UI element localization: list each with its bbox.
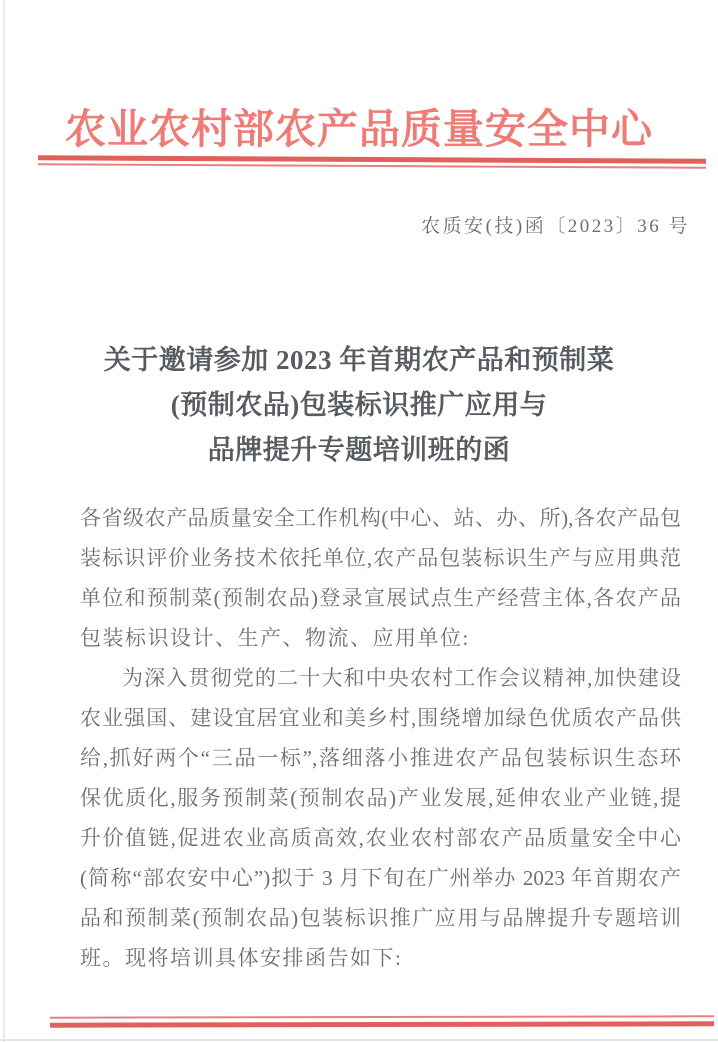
letter-title-line-1: 关于邀请参加 2023 年首期农产品和预制菜 [103, 345, 615, 375]
letterhead-agency-name: 农业农村部农产品质量安全中心 [65, 106, 653, 152]
salutation-line: 单位和预制菜(预制农品)登录宣展试点生产经营主体,各农产品 [80, 586, 681, 610]
body-line: 给,抓好两个“三品一标”,落细落小推进农产品包装标识生态环 [80, 746, 681, 770]
body-line: 为深入贯彻党的二十大和中央农村工作会议精神,加快建设 [122, 666, 681, 690]
body-line: 农业强国、建设宜居宜业和美乡村,围绕增加绿色优质农产品供 [80, 706, 681, 730]
body-line: 班。现将培训具体安排函告如下: [80, 946, 403, 970]
body-line: 品和预制菜(预制农品)包装标识推广应用与品牌提升专题培训 [80, 906, 681, 930]
rule-thick-line [50, 1021, 714, 1027]
body-line: (简称“部农安中心”)拟于 3 月下旬在广州举办 2023 年首期农产 [80, 866, 681, 890]
salutation-line: 包装标识设计、生产、物流、应用单位: [80, 626, 470, 650]
footer-double-rule [50, 1015, 714, 1027]
letter-title-line-3: 品牌提升专题培训班的函 [207, 435, 511, 465]
letter-body [80, 498, 681, 978]
letter-title [0, 338, 718, 473]
salutation-line: 各省级农产品质量安全工作机构(中心、站、办、所),各农产品包 [80, 506, 681, 530]
scan-bottom-edge [0, 1039, 718, 1041]
letterhead-double-rule [38, 155, 706, 168]
document-reference-number: 农质安(技)函〔2023〕36 号 [421, 216, 690, 237]
body-line: 升价值链,促进农业高质高效,农业农村部农产品质量安全中心 [80, 826, 681, 850]
scan-left-edge [3, 0, 5, 1042]
letter-title-line-2: (预制农品)包装标识推广应用与 [170, 390, 548, 420]
salutation-line: 装标识评价业务技术依托单位,农产品包装标识生产与应用典范 [80, 546, 681, 570]
body-line: 保优质化,服务预制菜(预制农品)产业发展,延伸农业产业链,提 [80, 786, 681, 810]
